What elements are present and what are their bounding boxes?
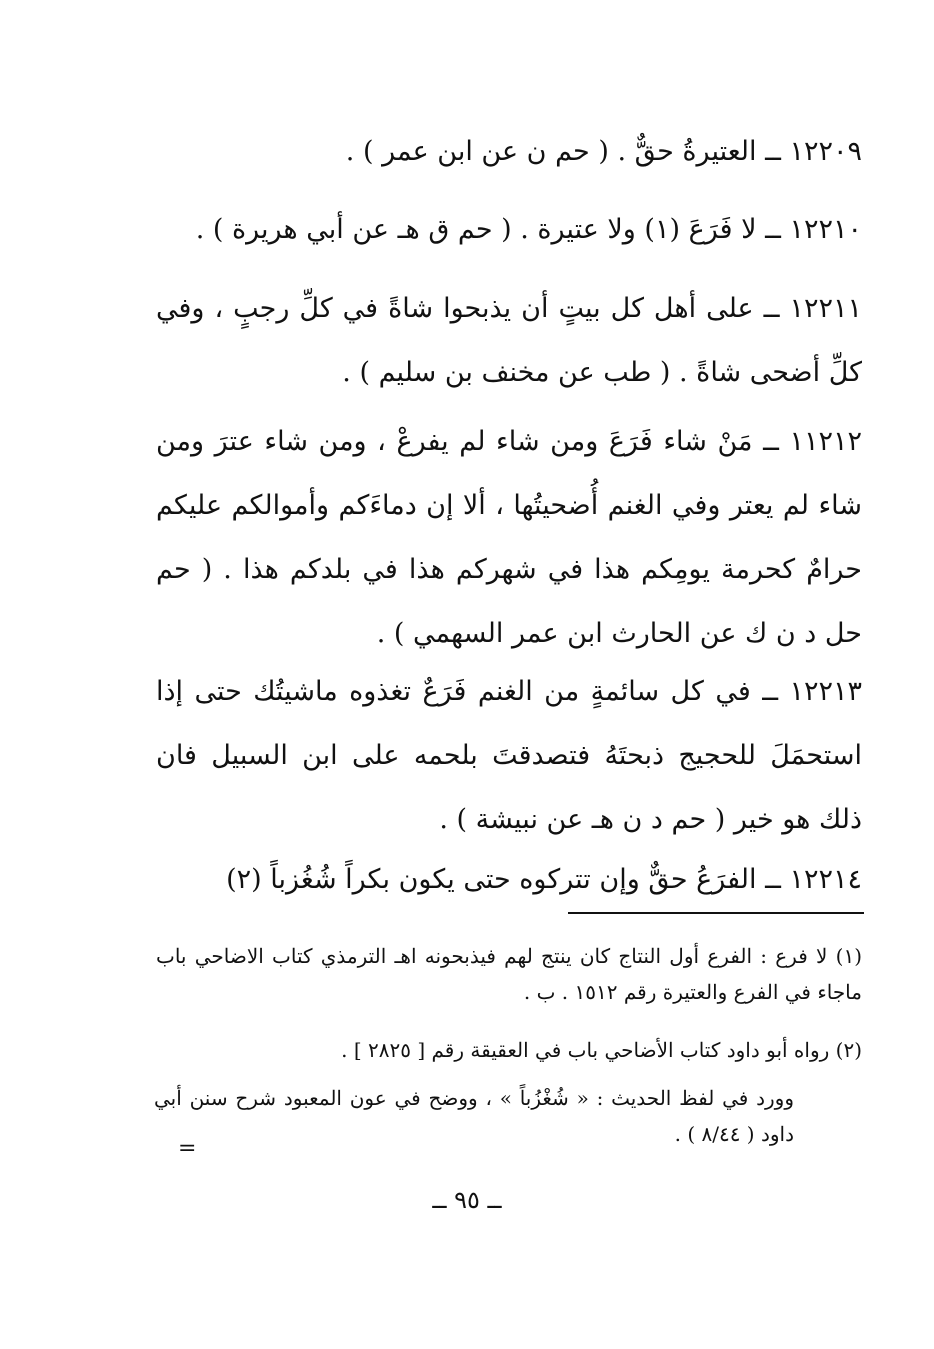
hadith-entry-12213: ١٢٢١٣ ــ في كل سائمةٍ من الغنم فَرَعٌ تغذوه ماشيتُك حتى إذا استحمَلَ للحجيج ذبحتَهُ فتصدقتَ بلحمه على ابن السبيل فان ذلك هو خير ( حم د ن هـ عن نبيشة ) .: [156, 676, 862, 835]
footnote-2-continuation: وورد في لفظ الحديث : « شُغْزُباً » ، ووضح في عون المعبود شرح سنن أبي داود ( ٨/٤٤ ) .: [154, 1086, 794, 1146]
footnote-1: (١) لا فرع : الفرع أول النتاج كان ينتج لهم فيذبحونه اهـ الترمذي كتاب الاضاحي باب ماجاء في الفرع والعتيرة رقم ١٥١٢ . ب .: [156, 944, 862, 1004]
continuation-mark: =: [178, 1136, 197, 1161]
hadith-entry-12214: ١٢٢١٤ ــ الفرَعُ حقٌّ وإن تتركوه حتى يكون بكراً شُغُزباً (٢): [226, 864, 862, 895]
hadith-entry-12209: ١٢٢٠٩ ــ العتيرةُ حقٌّ . ( حم ن عن ابن عمر ) .: [345, 136, 862, 167]
hadith-entry-12211: ١٢٢١١ ــ على أهل كل بيتٍ أن يذبحوا شاةً في كلِّ رجبٍ ، وفي كلِّ أضحى شاةً . ( طب عن مخنف بن سليم ) .: [156, 293, 862, 388]
footnote-divider: [568, 912, 864, 914]
hadith-entry-11212: ١١٢١٢ ــ مَنْ شاء فَرَعَ ومن شاء لم يفرعْ ، ومن شاء عترَ ومن شاء لم يعتر وفي الغنم أُضحيتُها ، ألا إن دماءَكم وأموالكم عليكم حرامٌ كحرمة يومِكم هذا في شهركم هذا في بلدكم هذا . ( حم حل د ن ك عن الحارث ابن عمر السهمي ) .: [156, 426, 862, 649]
hadith-entry-12210: ١٢٢١٠ ــ لا فَرَعَ (١) ولا عتيرة . ( حم ق هـ عن أبي هريرة ) .: [195, 214, 862, 245]
footnote-2: (٢) رواه أبو داود كتاب الأضاحي باب في العقيقة رقم [ ٢٨٢٥ ] .: [341, 1038, 862, 1062]
page-number: ــ ٩٥ ــ: [432, 1186, 502, 1214]
